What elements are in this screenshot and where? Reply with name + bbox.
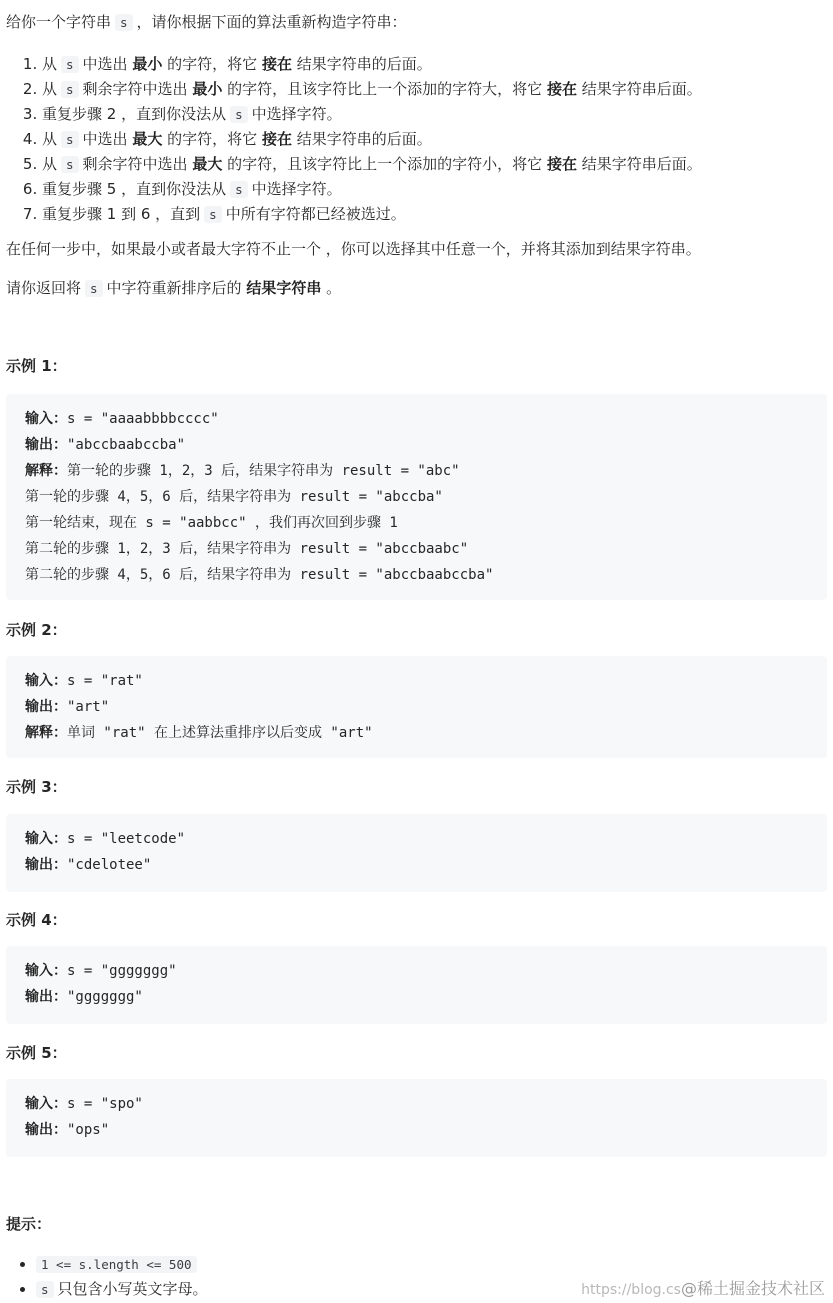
- step-text: 中选出: [82, 130, 128, 148]
- code-label: 解释：: [25, 463, 67, 479]
- step-keyword: 接在: [261, 55, 292, 73]
- code-text: "abccbaabccba": [67, 437, 186, 453]
- code-label: 输出：: [25, 699, 67, 715]
- step-text: 重复步骤 2 ，直到你没法从: [42, 105, 227, 123]
- inline-code: s: [61, 131, 79, 148]
- code-line: [25, 984, 827, 1010]
- example-1-title: 示例 1：: [6, 357, 67, 375]
- intro-paragraph: [6, 12, 407, 33]
- example-5-title: 示例 5：: [6, 1044, 67, 1062]
- step-keyword: 最小: [132, 55, 163, 73]
- example-2-title: 示例 2：: [6, 621, 67, 639]
- code-line: [25, 958, 827, 984]
- return-text: 。: [326, 279, 342, 297]
- step-text: 剩余字符中选出: [82, 80, 188, 98]
- step-item: [42, 202, 702, 227]
- code-line: [25, 432, 827, 458]
- step-item: [42, 77, 702, 102]
- example-4-block: [6, 946, 827, 1024]
- code-text: 第二轮的步骤 4，5，6 后，结果字符串为 result = "abccbaabccba": [25, 567, 494, 583]
- inline-code: s: [61, 56, 79, 73]
- inline-code: s: [204, 206, 222, 223]
- code-text: s = "leetcode": [67, 831, 186, 847]
- code-label: 解释：: [25, 725, 67, 741]
- step-text: 重复步骤 5 ，直到你没法从: [42, 180, 227, 198]
- code-line: [25, 406, 827, 432]
- code-text: s = "aaaabbbbcccc": [67, 411, 219, 427]
- code-text: s = "spo": [67, 1096, 143, 1112]
- hint-text: 只包含小写英文字母。: [57, 1280, 208, 1298]
- code-label: 输出：: [25, 857, 67, 873]
- code-line: [25, 510, 827, 536]
- code-line: [25, 720, 827, 746]
- code-text: 第一轮结束，现在 s = "aabbcc" ，我们再次回到步骤 1: [25, 515, 398, 531]
- code-label: 输出：: [25, 1122, 67, 1138]
- step-text: 的字符，且该字符比上一个添加的字符小，将它: [227, 155, 543, 173]
- hints-list: [6, 1252, 208, 1302]
- step-keyword: 接在: [261, 130, 292, 148]
- step-text: 从: [42, 155, 58, 173]
- code-label: 输出：: [25, 989, 67, 1005]
- step-text: 结果字符串后面。: [581, 80, 702, 98]
- code-text: 第一轮的步骤 1，2，3 后，结果字符串为 result = "abc": [67, 463, 460, 479]
- example-2-block: [6, 656, 827, 758]
- code-text: "cdelotee": [67, 857, 152, 873]
- step-text: 从: [42, 55, 58, 73]
- inline-code: s: [230, 106, 248, 123]
- watermark-url: https://blog.cs: [581, 1282, 681, 1298]
- code-text: 第二轮的步骤 1，2，3 后，结果字符串为 result = "abccbaabc": [25, 541, 469, 557]
- inline-code: s: [230, 181, 248, 198]
- step-item: [42, 102, 702, 127]
- intro-text: ，请你根据下面的算法重新构造字符串：: [136, 13, 407, 31]
- watermark: [581, 1276, 825, 1299]
- code-text: "ops": [67, 1122, 110, 1138]
- step-text: 重复步骤 1 到 6 ，直到: [42, 205, 201, 223]
- step-text: 的字符，且该字符比上一个添加的字符大，将它: [227, 80, 543, 98]
- inline-code: s: [61, 81, 79, 98]
- hint-item: [36, 1252, 208, 1277]
- tie-rule-paragraph: 在任何一步中，如果最小或者最大字符不止一个 ，你可以选择其中任意一个，并将其添加到结果字符串。: [6, 240, 701, 258]
- return-paragraph: [6, 278, 341, 299]
- code-text: "ggggggg": [67, 989, 143, 1005]
- code-line: [25, 694, 827, 720]
- code-text: s = "ggggggg": [67, 963, 177, 979]
- code-label: 输入：: [25, 411, 67, 427]
- step-item: [42, 152, 702, 177]
- code-line: [25, 458, 827, 484]
- step-item: [42, 52, 702, 77]
- return-text: 请你返回将: [6, 279, 82, 297]
- example-1-block: [6, 394, 827, 600]
- example-3-title: 示例 3：: [6, 778, 67, 796]
- code-text: 单词 "rat" 在上述算法重排序以后变成 "art": [67, 725, 373, 741]
- step-text: 中选出: [82, 55, 128, 73]
- inline-code: 1 <= s.length <= 500: [36, 1256, 197, 1273]
- step-text: 从: [42, 80, 58, 98]
- code-line: [25, 1117, 827, 1143]
- algorithm-steps: [6, 52, 702, 227]
- code-line: [25, 852, 827, 878]
- code-line: [25, 536, 827, 562]
- code-label: 输入：: [25, 1096, 67, 1112]
- hint-item: [36, 1277, 208, 1302]
- code-line: [25, 668, 827, 694]
- code-label: 输入：: [25, 831, 67, 847]
- step-item: [42, 127, 702, 152]
- inline-code: s: [36, 1281, 54, 1298]
- step-keyword: 接在: [546, 155, 577, 173]
- intro-text: 给你一个字符串: [6, 13, 112, 31]
- inline-code: s: [85, 280, 103, 297]
- hints-title: 提示：: [6, 1215, 52, 1233]
- code-text: "art": [67, 699, 110, 715]
- inline-code: s: [115, 14, 133, 31]
- step-text: 结果字符串的后面。: [296, 55, 432, 73]
- step-text: 的字符，将它: [167, 55, 258, 73]
- step-text: 中选择字符。: [251, 105, 342, 123]
- code-label: 输入：: [25, 963, 67, 979]
- step-keyword: 接在: [546, 80, 577, 98]
- step-text: 中所有字符都已经被选过。: [225, 205, 406, 223]
- step-text: 结果字符串后面。: [581, 155, 702, 173]
- return-text: 中字符重新排序后的: [106, 279, 242, 297]
- return-keyword: 结果字符串: [246, 279, 322, 297]
- step-item: [42, 177, 702, 202]
- code-line: [25, 484, 827, 510]
- example-3-block: [6, 814, 827, 892]
- step-text: 中选择字符。: [251, 180, 342, 198]
- example-5-block: [6, 1079, 827, 1157]
- code-text: s = "rat": [67, 673, 143, 689]
- watermark-brand: @稀土掘金技术社区: [680, 1279, 825, 1298]
- step-keyword: 最大: [192, 155, 223, 173]
- code-text: 第一轮的步骤 4，5，6 后，结果字符串为 result = "abccba": [25, 489, 443, 505]
- code-line: [25, 1091, 827, 1117]
- code-label: 输出：: [25, 437, 67, 453]
- step-keyword: 最小: [192, 80, 223, 98]
- inline-code: s: [61, 156, 79, 173]
- step-text: 从: [42, 130, 58, 148]
- step-keyword: 最大: [132, 130, 163, 148]
- example-4-title: 示例 4：: [6, 911, 67, 929]
- code-line: [25, 826, 827, 852]
- step-text: 结果字符串的后面。: [296, 130, 432, 148]
- code-line: [25, 562, 827, 588]
- step-text: 的字符，将它: [167, 130, 258, 148]
- code-label: 输入：: [25, 673, 67, 689]
- step-text: 剩余字符中选出: [82, 155, 188, 173]
